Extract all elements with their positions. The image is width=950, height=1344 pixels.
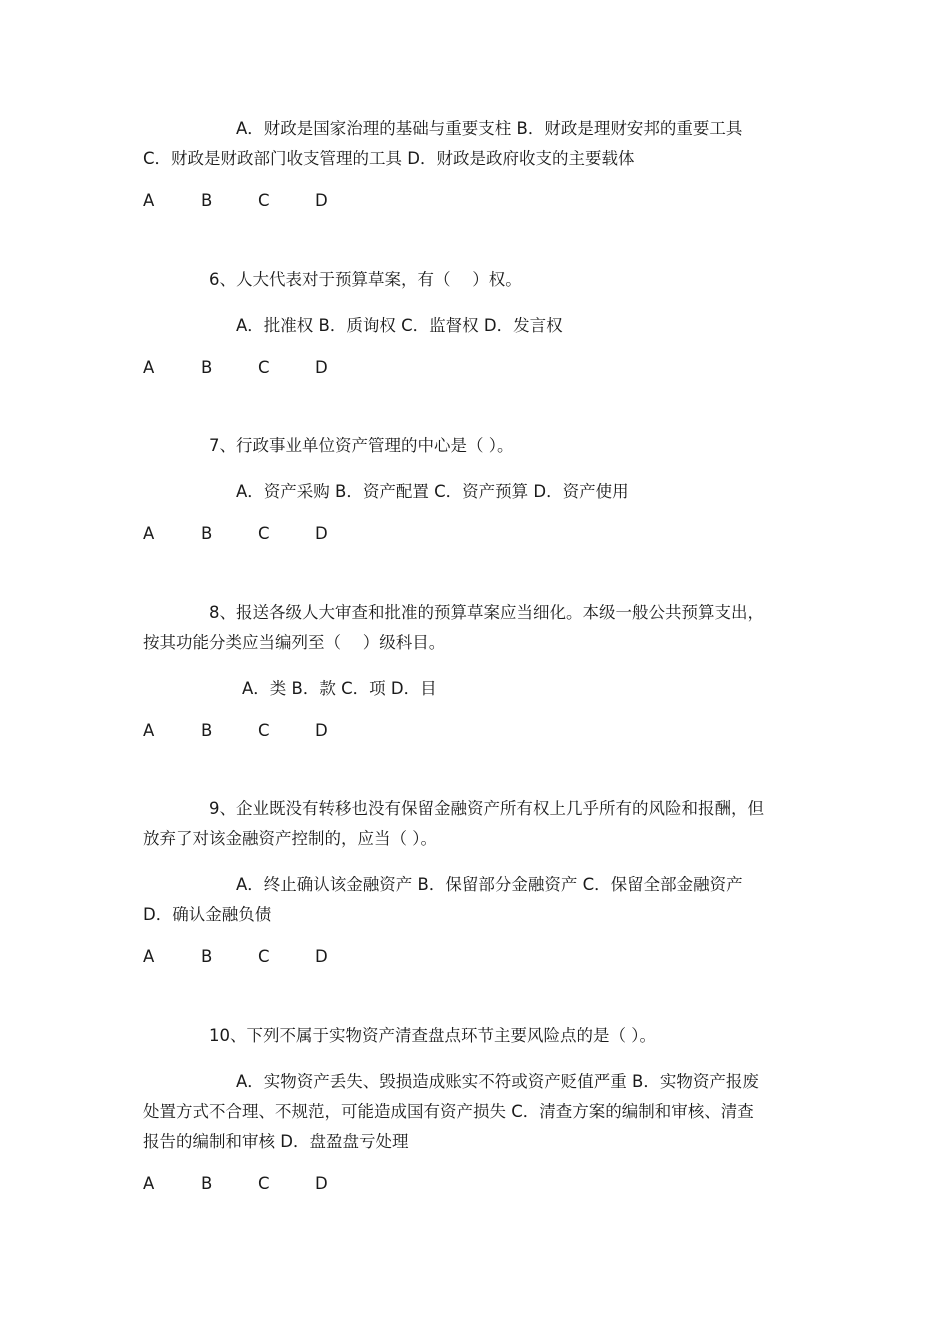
q5-choice-c[interactable]: C [258, 191, 270, 210]
q8-choice-a[interactable]: A [143, 721, 155, 740]
q6-choice-a[interactable]: A [143, 358, 155, 377]
q7-stem: 7、行政事业单位资产管理的中心是（ ）。 [209, 436, 514, 455]
q6-stem: 6、人大代表对于预算草案，有（ ）权。 [209, 270, 522, 289]
q8-choice-b[interactable]: B [201, 721, 213, 740]
q9-choice-d[interactable]: D [315, 947, 328, 966]
q5-choice-a[interactable]: A [143, 191, 155, 210]
q8-choice-d[interactable]: D [315, 721, 328, 740]
q5-options-line2: C．财政是财政部门收支管理的工具 D．财政是政府收支的主要载体 [143, 149, 635, 168]
q9-stem-line2: 放弃了对该金融资产控制的，应当（ ）。 [143, 829, 437, 848]
q7-choice-a[interactable]: A [143, 524, 155, 543]
q7-options: A．资产采购 B．资产配置 C．资产预算 D．资产使用 [236, 482, 629, 501]
q10-options-line3: 报告的编制和审核 D．盘盈盘亏处理 [143, 1132, 409, 1151]
q9-choice-c[interactable]: C [258, 947, 270, 966]
q8-stem-line2: 按其功能分类应当编列至（ ）级科目。 [143, 633, 446, 652]
q6-choice-b[interactable]: B [201, 358, 213, 377]
q7-choice-d[interactable]: D [315, 524, 328, 543]
q7-choice-c[interactable]: C [258, 524, 270, 543]
q6-options: A．批准权 B．质询权 C．监督权 D．发言权 [236, 316, 563, 335]
q9-options-line1: A．终止确认该金融资产 B．保留部分金融资产 C．保留全部金融资产 [236, 875, 743, 894]
q10-choice-a[interactable]: A [143, 1174, 155, 1193]
q5-choice-d[interactable]: D [315, 191, 328, 210]
q5-options-line1: A．财政是国家治理的基础与重要支柱 B．财政是理财安邦的重要工具 [236, 119, 743, 138]
q6-choice-c[interactable]: C [258, 358, 270, 377]
q9-choice-a[interactable]: A [143, 947, 155, 966]
q10-choice-c[interactable]: C [258, 1174, 270, 1193]
q10-options-line1: A．实物资产丢失、毁损造成账实不符或资产贬值严重 B．实物资产报废 [236, 1072, 759, 1091]
q7-choice-b[interactable]: B [201, 524, 213, 543]
q6-choice-d[interactable]: D [315, 358, 328, 377]
q9-choice-b[interactable]: B [201, 947, 213, 966]
q10-stem: 10、下列不属于实物资产清查盘点环节主要风险点的是（ ）。 [209, 1026, 656, 1045]
q10-choice-b[interactable]: B [201, 1174, 213, 1193]
q5-choice-b[interactable]: B [201, 191, 213, 210]
q8-options: A．类 B．款 C．项 D．目 [242, 679, 437, 698]
q10-choice-d[interactable]: D [315, 1174, 328, 1193]
q8-choice-c[interactable]: C [258, 721, 270, 740]
q9-options-line2: D．确认金融负债 [143, 905, 272, 924]
q9-stem-line1: 9、企业既没有转移也没有保留金融资产所有权上几乎所有的风险和报酬，但 [209, 799, 764, 818]
q8-stem-line1: 8、报送各级人大审查和批准的预算草案应当细化。本级一般公共预算支出， [209, 603, 764, 622]
q10-options-line2: 处置方式不合理、不规范，可能造成国有资产损失 C．清查方案的编制和审核、清查 [143, 1102, 754, 1121]
